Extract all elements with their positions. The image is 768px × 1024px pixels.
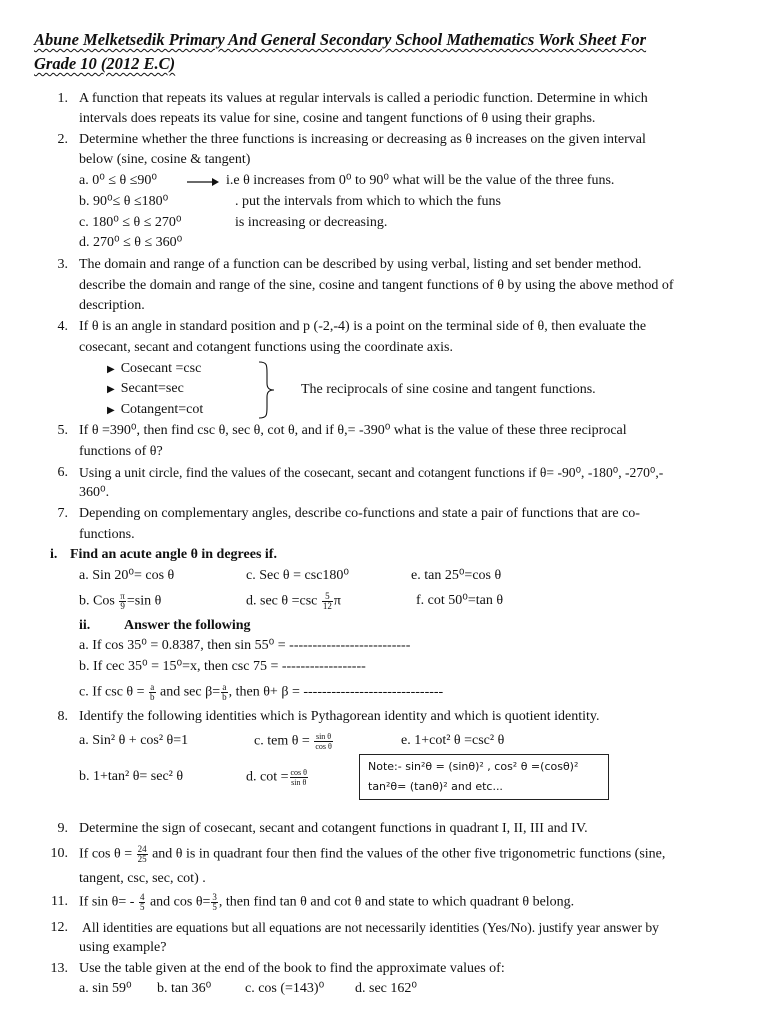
q8-option-b: b. 1+tan² θ= sec² θ xyxy=(79,769,184,784)
title-line-2: Grade 10 (2012 E.C) xyxy=(34,54,176,73)
question-number: 8. xyxy=(57,709,68,724)
q4-bullet-1 xyxy=(107,360,201,379)
triangle-bullet-icon: ▶ xyxy=(107,364,115,375)
q8-option-a: a. Sin² θ + cos² θ=1 xyxy=(79,733,189,748)
q2-option-c-note: is increasing or decreasing. xyxy=(235,215,388,230)
denominator: b xyxy=(150,692,155,702)
note-line-2: tan²θ= (tanθ)² and etc... xyxy=(368,780,503,793)
fraction xyxy=(314,732,333,751)
q4-bullet-3 xyxy=(107,401,203,420)
section-ii-c xyxy=(79,683,443,702)
q12-line-2: using example? xyxy=(79,940,167,955)
q2-option-b: b. 90⁰≤ θ ≤180⁰ xyxy=(79,194,169,209)
right-curly-brace-icon xyxy=(258,361,276,419)
section-ii-a: a. If cos 35⁰ = 0.8387, then sin 55⁰ = -------------------------- xyxy=(79,638,411,653)
text: π xyxy=(333,593,341,609)
numerator: a xyxy=(222,682,227,692)
q4-brace-note: The reciprocals of sine cosine and tangent functions. xyxy=(301,382,596,397)
q4-line-1: If θ is an angle in standard position and p (-2,-4) is a point on the terminal side of θ, then evaluate the xyxy=(79,319,647,334)
text: , then θ+ β = ------------------------------ xyxy=(228,684,444,700)
fraction xyxy=(322,592,333,611)
question-number: 4. xyxy=(57,319,68,334)
question-number: 5. xyxy=(57,423,68,438)
q2-option-a-note: i.e θ increases from 0⁰ to 90⁰ what will be the value of the three funs. xyxy=(226,173,615,188)
note-box xyxy=(359,754,609,800)
section-text: Answer the following xyxy=(124,618,251,633)
section-i-heading xyxy=(50,546,277,564)
q12-line-1: All identities are equations but all equations are not necessarily identities (Yes/No). justify year answer by xyxy=(82,920,659,935)
fraction xyxy=(149,683,156,702)
question-number: 11. xyxy=(51,894,68,909)
section-ii-heading xyxy=(79,617,251,635)
worksheet-title xyxy=(34,28,734,76)
long-right-arrow-icon xyxy=(186,177,220,187)
q8-option-c xyxy=(254,732,334,751)
text: and sec β= xyxy=(160,684,221,700)
q8-option-e: e. 1+cot² θ =csc² θ xyxy=(401,733,505,748)
denominator: sin θ xyxy=(291,778,307,787)
triangle-bullet-icon: ▶ xyxy=(107,384,115,395)
q2-option-a: a. 0⁰ ≤ θ ≤90⁰ xyxy=(79,173,158,188)
q3-line-3: description. xyxy=(79,298,145,313)
numerator: 3 xyxy=(212,892,217,902)
numerator: cos θ xyxy=(290,768,307,777)
section-i-c: c. Sec θ = csc180⁰ xyxy=(246,568,350,583)
q2-option-b-note: . put the intervals from which to which the funs xyxy=(235,194,501,209)
bullet-text: Cotangent=cot xyxy=(120,402,204,417)
text: and cos θ= xyxy=(149,894,211,910)
q6-line-1: Using a unit circle, find the values of the cosecant, secant and cotangent functions if θ= -90⁰, -180⁰, -270⁰,- xyxy=(79,465,664,480)
numerator: π xyxy=(120,591,125,601)
question-number: 9. xyxy=(57,821,68,836)
section-i-b xyxy=(79,592,161,611)
section-i-f: f. cot 50⁰=tan θ xyxy=(416,593,504,608)
text: b. Cos xyxy=(79,593,115,609)
q2-option-d: d. 270⁰ ≤ θ ≤ 360⁰ xyxy=(79,235,183,250)
q8-option-d xyxy=(246,768,309,787)
text: and θ is in quadrant four then find the values of the other five trigonometric functions (sine, xyxy=(152,846,666,862)
question-number: 13. xyxy=(50,961,68,976)
numerator: 4 xyxy=(139,892,145,902)
text: d. cot = xyxy=(246,769,289,785)
q3-line-1: The domain and range of a function can be described by using verbal, listing and set bender method. xyxy=(79,257,642,272)
section-label: i. xyxy=(50,547,58,562)
q2-line-2: below (sine, cosine & tangent) xyxy=(79,152,251,167)
q6-line-2: 360⁰. xyxy=(79,485,110,500)
q1-line-1: A function that repeats its values at regular intervals is called a periodic function. Determine in which xyxy=(79,91,648,106)
section-label: ii. xyxy=(79,618,91,633)
text: , then find tan θ and cot θ and state to which quadrant θ belong. xyxy=(218,894,575,910)
q1-line-2: intervals does repeats its value for sine, cosine and tangent functions of θ using their graphs. xyxy=(79,111,596,126)
text: c. tem θ = xyxy=(254,733,310,749)
question-number: 3. xyxy=(57,257,68,272)
q4-bullet-2 xyxy=(107,380,184,399)
q2-option-c: c. 180⁰ ≤ θ ≤ 270⁰ xyxy=(79,215,182,230)
fraction xyxy=(221,683,228,702)
question-number: 10. xyxy=(50,846,68,861)
q10-line-2: tangent, csc, sec, cot) . xyxy=(79,871,206,886)
q2-line-1: Determine whether the three functions is increasing or decreasing as θ increases on the given interval xyxy=(79,132,646,147)
text: If cos θ = xyxy=(79,846,133,862)
triangle-bullet-icon: ▶ xyxy=(107,405,115,416)
denominator: 12 xyxy=(322,601,332,611)
denominator: 5 xyxy=(212,902,217,912)
text: c. If csc θ = xyxy=(79,684,145,700)
numerator: a xyxy=(150,682,155,692)
question-number: 6. xyxy=(57,465,68,480)
section-i-a: a. Sin 20⁰= cos θ xyxy=(79,568,175,583)
q9-line-1: Determine the sign of cosecant, secant and cotangent functions in quadrant I, II, III and IV. xyxy=(79,821,588,836)
q13-option-d: d. sec 162⁰ xyxy=(355,981,417,996)
question-number: 12. xyxy=(50,920,68,935)
denominator: 9 xyxy=(120,601,125,611)
q5-line-2: functions of θ? xyxy=(79,444,163,459)
q13-line-1: Use the table given at the end of the book to find the approximate values of: xyxy=(79,961,505,976)
bullet-text: Secant=sec xyxy=(120,381,184,396)
denominator: 5 xyxy=(139,902,145,912)
text: =sin θ xyxy=(126,593,162,609)
q13-option-a: a. sin 59⁰ xyxy=(79,981,132,996)
question-number: 2. xyxy=(57,132,68,147)
fraction xyxy=(290,768,309,787)
q4-line-2: cosecant, secant and cotangent functions using the coordinate axis. xyxy=(79,340,453,355)
fraction xyxy=(119,592,126,611)
section-i-e: e. tan 25⁰=cos θ xyxy=(411,568,502,583)
fraction xyxy=(139,893,146,912)
q7-line-2: functions. xyxy=(79,527,135,542)
numerator: 5 xyxy=(322,592,333,602)
denominator: b xyxy=(222,692,227,702)
note-line-1: Note:- sin²θ = (sinθ)² , cos² θ =(cosθ)² xyxy=(368,760,579,773)
q7-line-1: Depending on complementary angles, describe co-functions and state a pair of functions that are co- xyxy=(79,506,640,521)
text: d. sec θ =csc xyxy=(246,593,318,609)
denominator: cos θ xyxy=(315,742,332,751)
numerator: sin θ xyxy=(315,732,332,741)
q13-option-c: c. cos (=143)⁰ xyxy=(245,981,325,996)
section-i-d xyxy=(246,592,341,611)
q8-line-1: Identify the following identities which is Pythagorean identity and which is quotient identity. xyxy=(79,709,600,724)
bullet-text: Cosecant =csc xyxy=(120,361,202,376)
section-text: Find an acute angle θ in degrees if. xyxy=(70,547,277,562)
text: If sin θ= - xyxy=(79,894,135,910)
q13-option-b: b. tan 36⁰ xyxy=(157,981,212,996)
question-number: 7. xyxy=(57,506,68,521)
q5-line-1: If θ =390⁰, then find csc θ, sec θ, cot θ, and if θ,= -390⁰ what is the value of these three reciprocal xyxy=(79,423,627,438)
question-number: 1. xyxy=(57,91,68,106)
title-line-1: Abune Melketsedik Primary And General Secondary School Mathematics Work Sheet For xyxy=(34,30,647,49)
section-ii-b: b. If cec 35⁰ = 15⁰=x, then csc 75 = ------------------ xyxy=(79,659,366,674)
numerator: 24 xyxy=(137,844,147,854)
fraction xyxy=(137,845,148,864)
fraction xyxy=(211,893,218,912)
q3-line-2: describe the domain and range of the sine, cosine and tangent functions of θ by using the above method of xyxy=(79,278,674,293)
denominator: 25 xyxy=(137,854,147,864)
